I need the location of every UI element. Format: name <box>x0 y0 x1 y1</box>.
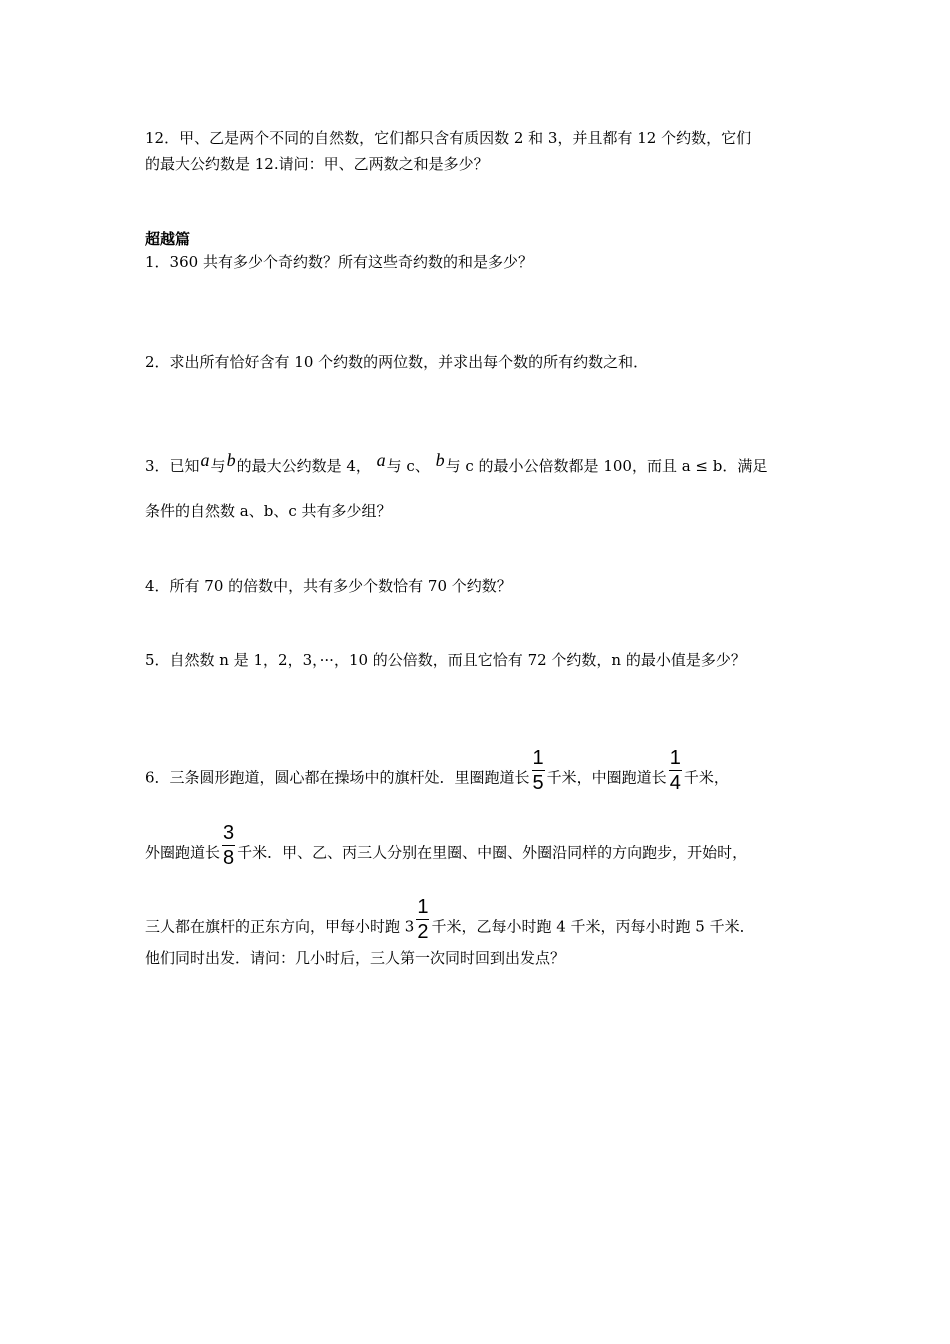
fraction-numerator: 1 <box>417 896 429 918</box>
problem-4: 4．所有 70 的倍数中，共有多少个数恰有 70 个约数？ <box>145 577 512 595</box>
var-b-2: b <box>435 450 445 470</box>
p6-text-1b: 千米，中圈跑道长 <box>546 768 667 787</box>
fraction-numerator: 3 <box>223 822 235 844</box>
p6-text-2a: 外圈跑道长 <box>145 843 221 862</box>
var-a-2: a <box>376 450 386 470</box>
fraction-denominator: 2 <box>417 921 429 943</box>
problem-6-line-1 <box>145 747 729 802</box>
fraction-numerator: 1 <box>532 747 544 769</box>
problem-3-line-1 <box>145 450 768 476</box>
problem-6-line-2 <box>145 822 748 877</box>
var-a: a <box>200 450 210 470</box>
p6-text-3b: 千米，乙每小时跑 4 千米，丙每小时跑 5 千米． <box>431 917 755 936</box>
fraction-one-quarter <box>669 747 682 794</box>
p6-text-2b: 千米．甲、乙、丙三人分别在里圈、中圈、外圈沿同样的方向跑步，开始时， <box>237 843 748 862</box>
problem-2: 2．求出所有恰好含有 10 个约数的两位数，并求出每个数的所有约数之和． <box>145 353 649 371</box>
problem-1: 1．360 共有多少个奇约数？所有这些奇约数的和是多少？ <box>145 253 533 271</box>
p3-text-b: 与 <box>210 457 226 475</box>
p3-text-a: 3．已知 <box>145 457 200 475</box>
problem-5: 5．自然数 n 是 1，2，3，···，10 的公倍数，而且它恰有 72 个约数，n 的最小值是多少？ <box>145 651 746 669</box>
p6-text-1a: 6．三条圆形跑道，圆心都在操场中的旗杆处．里圈跑道长 <box>145 768 530 787</box>
q12-line-1: 12．甲、乙是两个不同的自然数，它们都只含有质因数 2 和 3，并且都有 12 个约数，它们 <box>145 129 752 147</box>
fraction-numerator: 1 <box>669 747 681 769</box>
p6-text-3a: 三人都在旗杆的正东方向，甲每小时跑 3 <box>145 917 415 936</box>
fraction-denominator: 4 <box>669 772 681 794</box>
problem-6-line-4: 他们同时出发．请问：几小时后，三人第一次同时回到出发点？ <box>145 949 566 967</box>
fraction-denominator: 5 <box>532 772 544 794</box>
p6-text-1c: 千米， <box>683 768 729 787</box>
p3-text-c: 的最大公约数是 4， <box>236 457 371 475</box>
fraction-denominator: 8 <box>223 847 235 869</box>
q12-line-2: 的最大公约数是 12.请问：甲、乙两数之和是多少？ <box>145 155 489 173</box>
problem-6-line-3 <box>145 896 755 951</box>
section-heading: 超越篇 <box>145 230 191 248</box>
p3-text-d: 与 c、 <box>386 457 430 475</box>
p3-text-e: 与 c 的最小公倍数都是 100，而且 a ≤ b．满足 <box>445 457 768 475</box>
fraction-one-half <box>416 896 429 943</box>
fraction-three-eighths <box>222 822 235 869</box>
fraction-one-fifth <box>532 747 545 794</box>
problem-3-line-2: 条件的自然数 a、b、c 共有多少组？ <box>145 502 392 520</box>
var-b: b <box>226 450 236 470</box>
